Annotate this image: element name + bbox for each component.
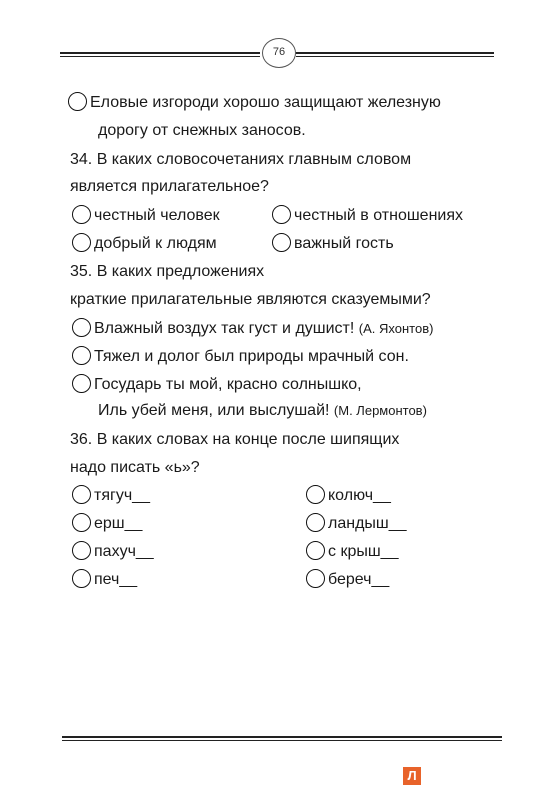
answer-circle[interactable] xyxy=(306,485,325,504)
answer-circle[interactable] xyxy=(72,374,91,393)
answer-circle[interactable] xyxy=(72,569,91,588)
answer-circle[interactable] xyxy=(68,92,87,111)
publisher-logo-icon: Л xyxy=(403,767,421,785)
q36-title-line2: надо писать «ь»? xyxy=(70,459,200,476)
answer-circle[interactable] xyxy=(72,541,91,560)
q36-left-option-4-label: печ__ xyxy=(94,571,138,588)
q34-option-2-label: честный в отношениях xyxy=(294,207,464,224)
q35-option-2 xyxy=(72,346,409,367)
q36-left-option-2-label: ерш__ xyxy=(94,515,143,532)
q33-option-line2: дорогу от снежных заносов. xyxy=(98,122,306,139)
answer-circle[interactable] xyxy=(72,318,91,337)
q36-right-option-3-label: с крыш__ xyxy=(328,543,399,560)
q33-option-line1: Еловые изгороди хорошо защищают железную xyxy=(90,94,441,111)
header-rule-left xyxy=(60,52,260,54)
header-rule-left-thin xyxy=(60,56,260,57)
answer-circle[interactable] xyxy=(72,346,91,365)
q36-right-option-4-label: береч__ xyxy=(328,571,390,588)
q35-option-1 xyxy=(72,318,433,339)
q35-option-3-line1: Государь ты мой, красно солнышко, xyxy=(94,376,362,393)
q34-option-3-label: добрый к людям xyxy=(94,235,217,252)
q36-right-option-2-label: ландыш__ xyxy=(328,515,407,532)
q36-left-option-4 xyxy=(72,569,137,590)
q36-title: 36. В каких словах на конце после шипящих xyxy=(70,431,400,448)
q36-right-option-3 xyxy=(306,541,398,562)
q34-option-1 xyxy=(72,205,220,226)
q34-option-2 xyxy=(272,205,463,226)
q36-left-option-2 xyxy=(72,513,142,534)
q36-right-option-4 xyxy=(306,569,389,590)
footer-rule xyxy=(62,736,502,738)
q35-option-1-text: Влажный воздух так густ и душист! xyxy=(94,320,355,337)
q36-left-option-1 xyxy=(72,485,150,506)
q33-option xyxy=(68,92,441,113)
q35-option-2-text: Тяжел и долог был природы мрачный сон. xyxy=(94,348,409,365)
q35-title-line2: краткие прилагательные являются сказуемыми? xyxy=(70,291,431,308)
answer-circle[interactable] xyxy=(272,233,291,252)
header-rule-right-thin xyxy=(296,56,494,57)
q35-option-3 xyxy=(72,374,362,395)
q36-right-option-1-label: колюч__ xyxy=(328,487,391,504)
q35-title: 35. В каких предложениях xyxy=(70,263,265,280)
q36-left-option-3-label: пахуч__ xyxy=(94,543,154,560)
q36-right-option-1 xyxy=(306,485,391,506)
header-rule-right xyxy=(296,52,494,54)
q36-left-option-1-label: тягуч__ xyxy=(94,487,150,504)
q34-title-line2: является прилагательное? xyxy=(70,178,269,195)
answer-circle[interactable] xyxy=(306,513,325,532)
footer-rule-thin xyxy=(62,740,502,741)
q36-left-option-3 xyxy=(72,541,154,562)
answer-circle[interactable] xyxy=(72,205,91,224)
answer-circle[interactable] xyxy=(72,513,91,532)
page-number: 76 xyxy=(262,38,296,68)
answer-circle[interactable] xyxy=(272,205,291,224)
q35-option-3-source: (М. Лермонтов) xyxy=(333,403,427,418)
answer-circle[interactable] xyxy=(72,233,91,252)
q34-option-4-label: важный гость xyxy=(294,235,394,252)
answer-circle[interactable] xyxy=(72,485,91,504)
q35-option-1-source: (А. Яхонтов) xyxy=(358,321,434,336)
q36-right-option-2 xyxy=(306,513,407,534)
answer-circle[interactable] xyxy=(306,569,325,588)
q34-option-3 xyxy=(72,233,217,254)
answer-circle[interactable] xyxy=(306,541,325,560)
q35-option-3-line2: Иль убей меня, или выслушай! xyxy=(98,402,330,419)
q34-option-1-label: честный человек xyxy=(94,207,220,224)
q35-option-3-cont xyxy=(98,401,427,421)
q34-option-4 xyxy=(272,233,394,254)
q34-title: 34. В каких словосочетаниях главным словом xyxy=(70,151,412,168)
